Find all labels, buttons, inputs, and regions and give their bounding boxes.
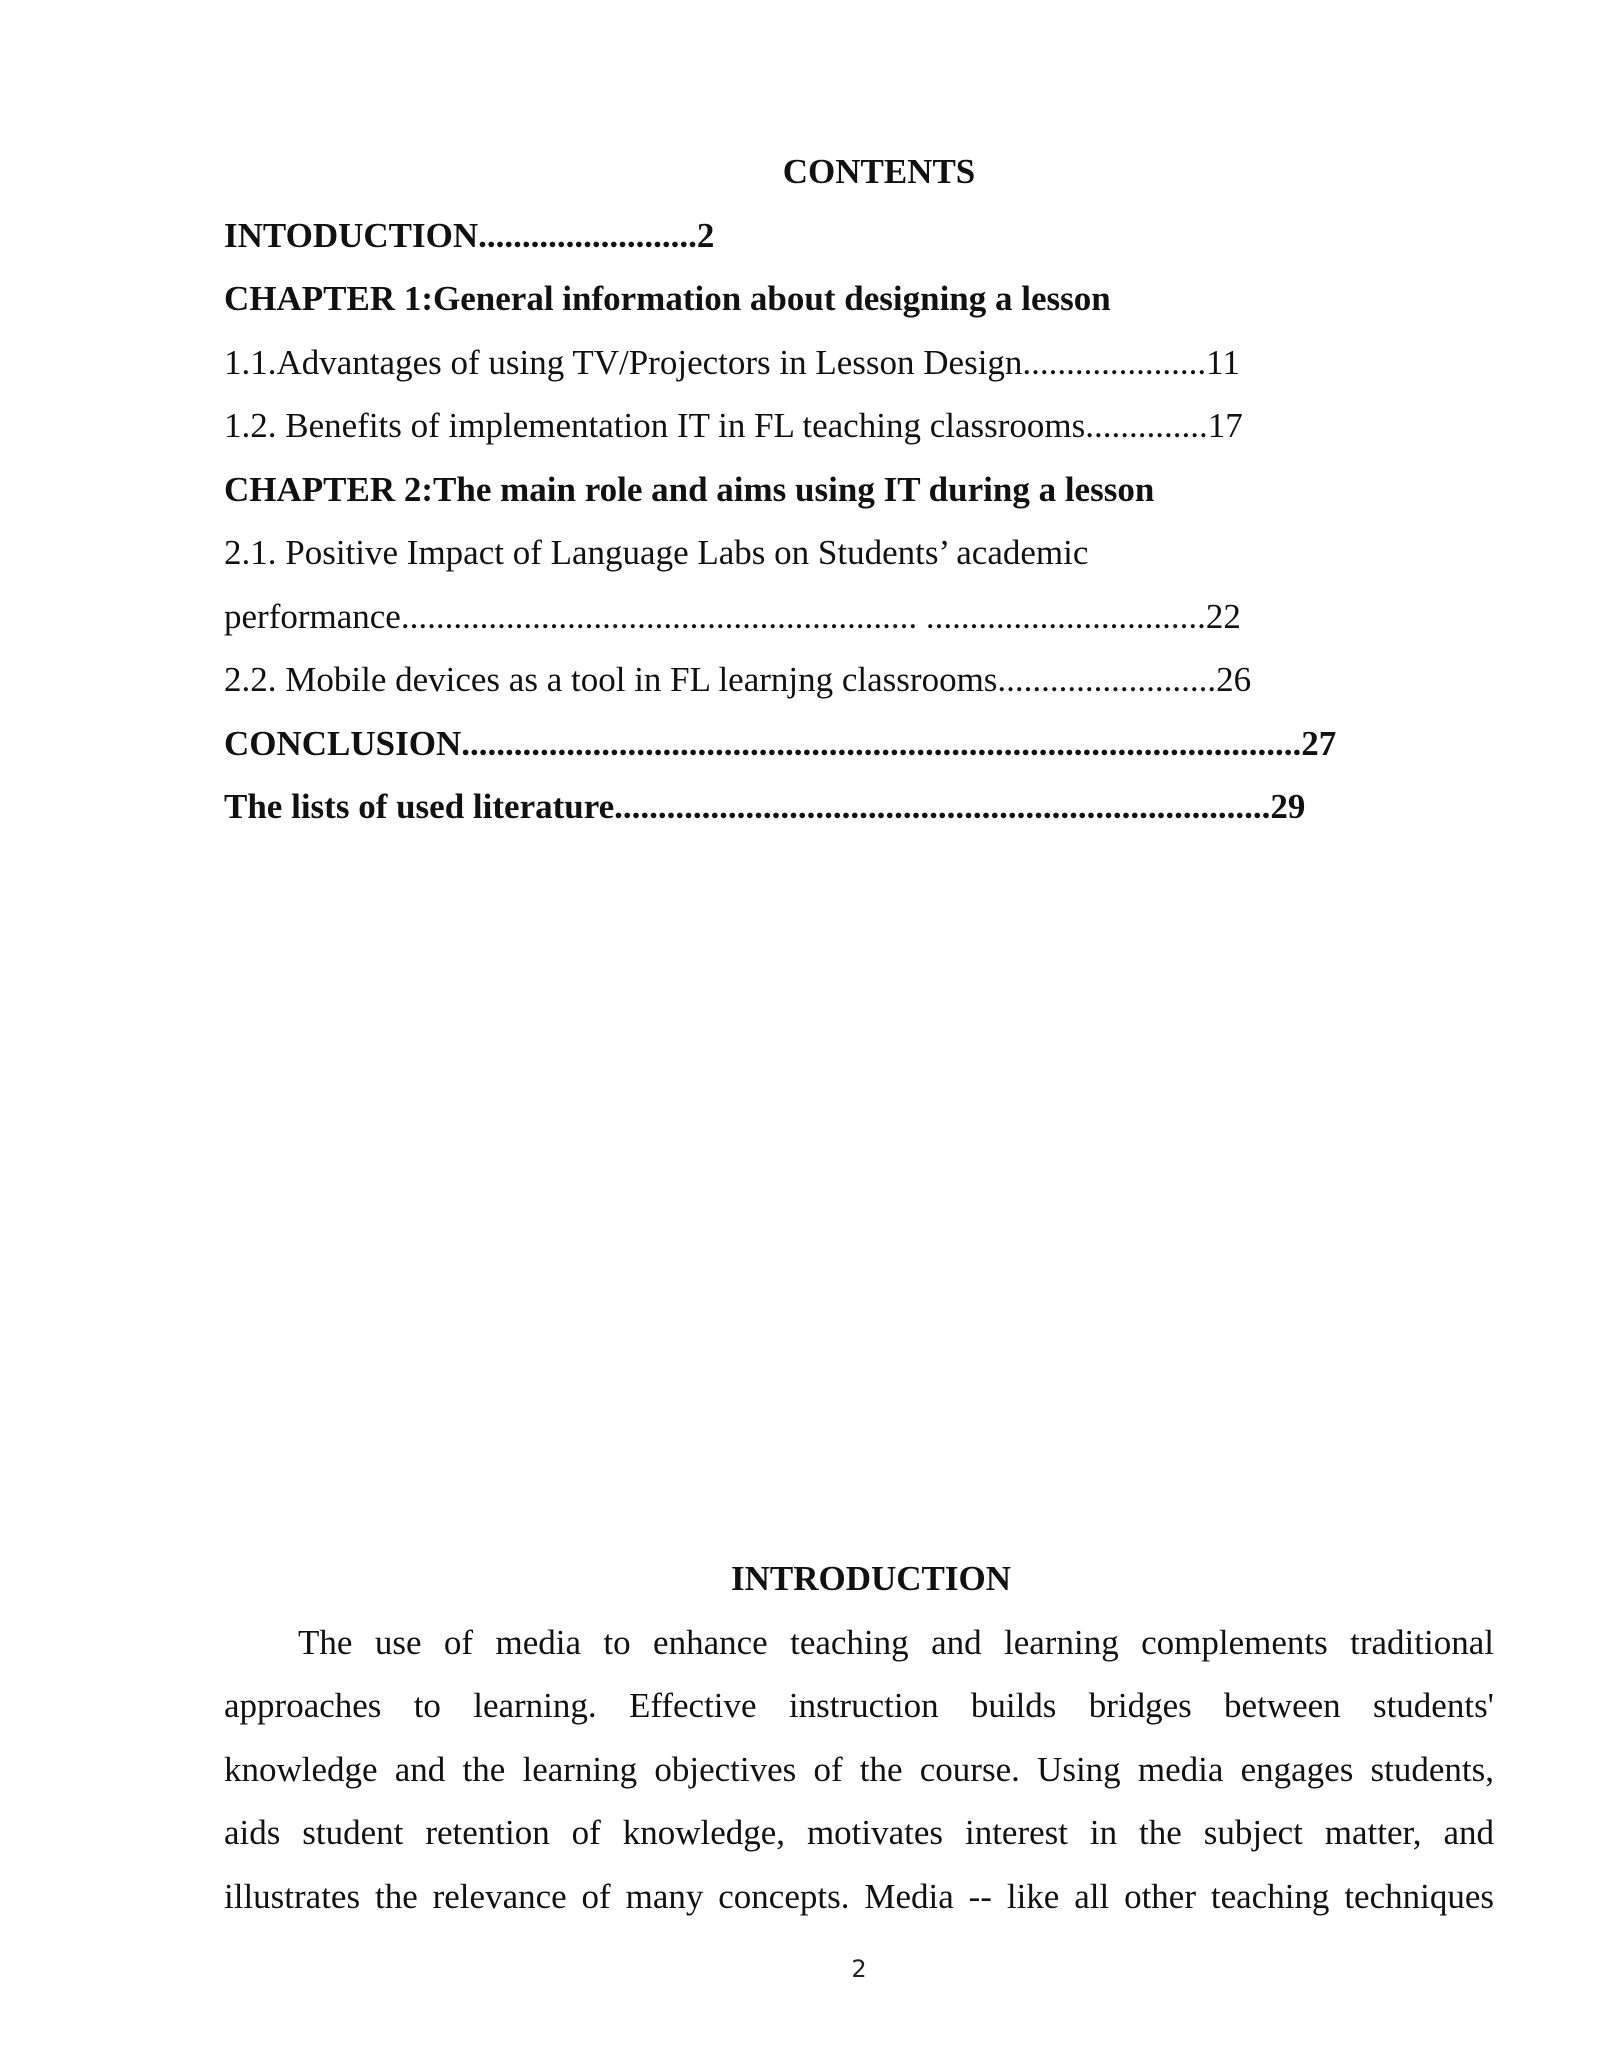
toc-entry: 2.2. Mobile devices as a tool in FL learnjng classrooms.........................26 [224, 660, 1252, 699]
contents-heading: CONTENTS [782, 152, 976, 191]
body-text-line: The use of media to enhance teaching and learning complements traditional [298, 1622, 1494, 1662]
toc-entry: performance........................................................... ................................22 [224, 596, 1241, 636]
body-text-line: knowledge and the learning objectives of the course. Using media engages students, [224, 1749, 1494, 1789]
toc-entry: 2.1. Positive Impact of Language Labs on Students’ academic [224, 533, 1089, 572]
toc-entry: CHAPTER 2:The main role and aims using IT during a lesson [224, 469, 1155, 509]
body-text-line: approaches to learning. Effective instruction builds bridges between students' [224, 1686, 1494, 1725]
table-of-contents [224, 140, 1494, 839]
introduction-section [224, 1547, 1494, 1928]
body-text-line: illustrates the relevance of many concepts. Media -- like all other teaching techniques [224, 1876, 1494, 1916]
toc-entry: INTODUCTION.........................2 [224, 215, 715, 255]
toc-entry: The lists of used literature...........................................................................29 [224, 787, 1306, 826]
introduction-heading: INTRODUCTION [730, 1559, 1012, 1598]
toc-entry: CONCLUSION................................................................................................27 [224, 723, 1337, 763]
toc-entry: 1.1.Advantages of using TV/Projectors in Lesson Design.....................11 [224, 342, 1240, 382]
toc-entry: CHAPTER 1:General information about designing a lesson [224, 279, 1111, 318]
body-text-line: aids student retention of knowledge, motivates interest in the subject matter, and [224, 1813, 1494, 1852]
page-number: 2 [851, 1955, 867, 1983]
toc-entry: 1.2. Benefits of implementation IT in FL teaching classrooms..............17 [224, 406, 1243, 445]
